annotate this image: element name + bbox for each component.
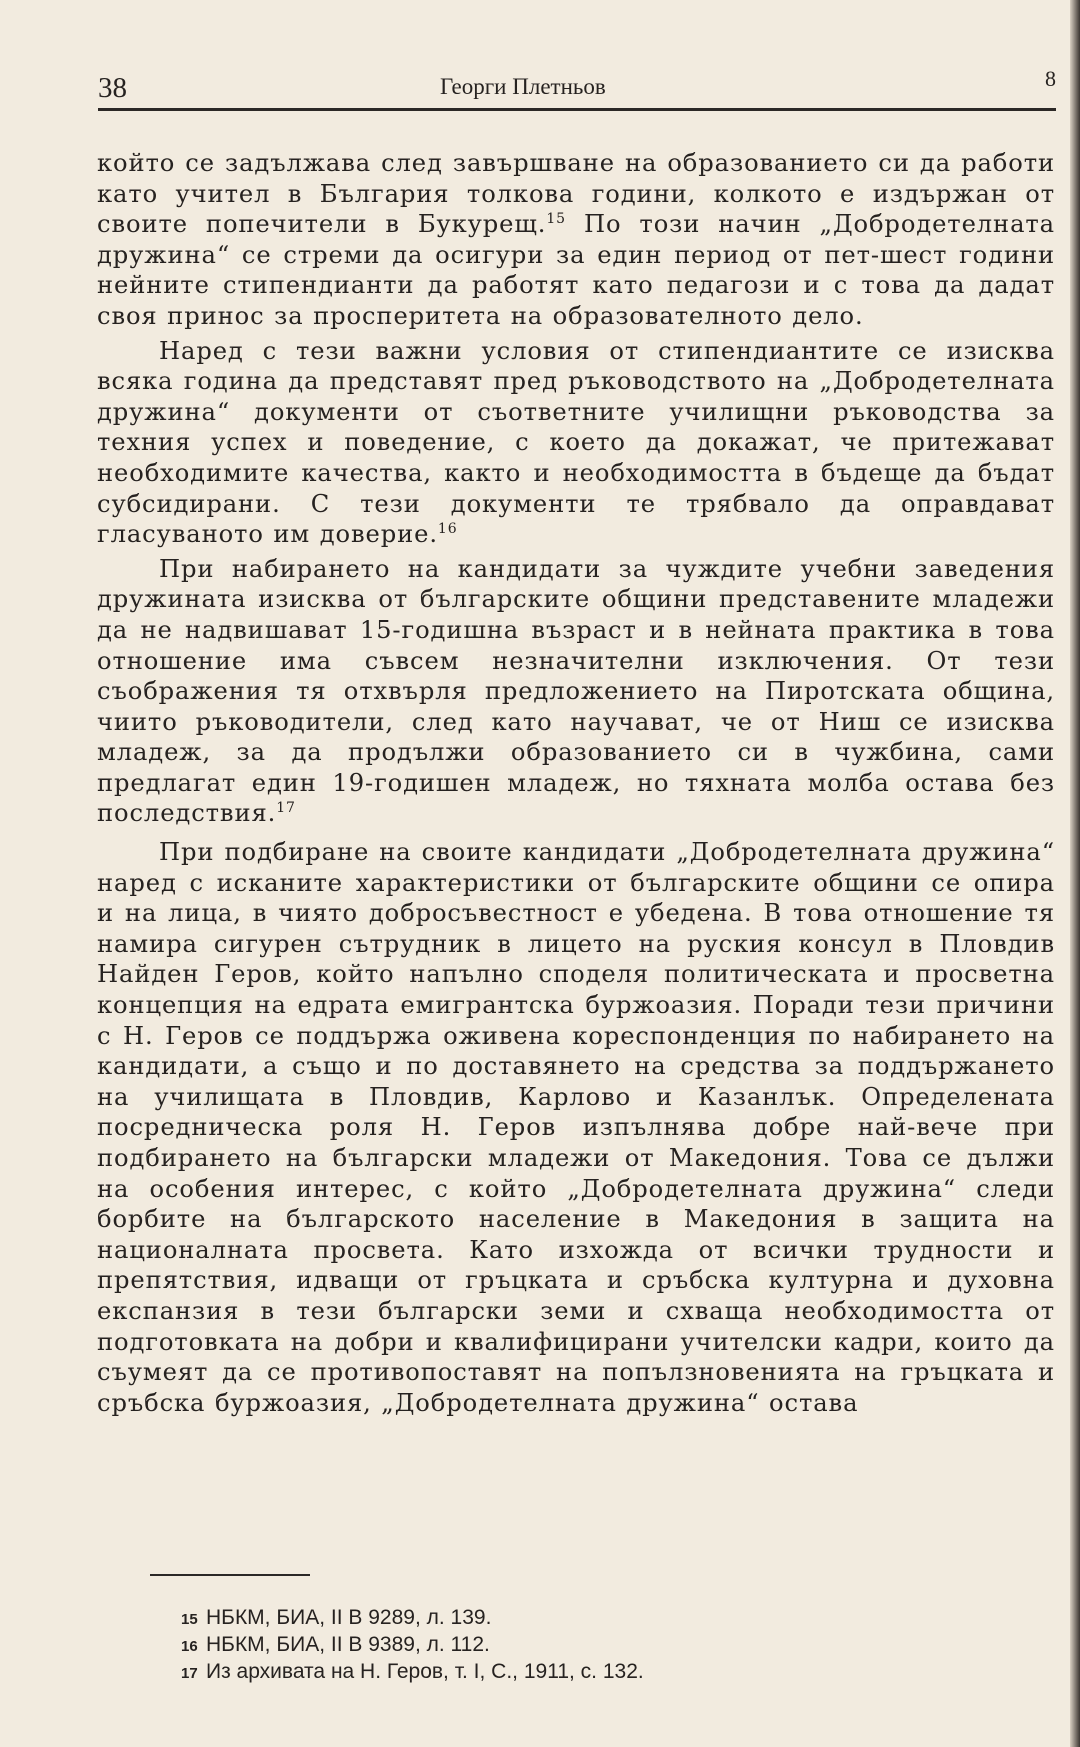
running-title: Георги Плетньов: [440, 74, 606, 99]
side-mark: 8: [1045, 66, 1056, 91]
footnote-text: Из архивата на Н. Геров, т. I, С., 1911, с. 132.: [206, 1660, 644, 1683]
paragraph-4: [97, 837, 1055, 1418]
footnote-16: [181, 1632, 881, 1659]
footnote-15: [181, 1605, 881, 1632]
page-edge-shadow: [1070, 0, 1080, 1747]
paragraph-2: [97, 336, 1055, 550]
paragraph-3: [97, 554, 1055, 829]
body-text: [97, 148, 1055, 1422]
footnote-ref-17: 17: [276, 800, 296, 817]
footnote-number: 16: [181, 1638, 198, 1655]
footnote-text: НБКМ, БИА, II В 9389, л. 112.: [206, 1633, 490, 1656]
footnote-rule: [150, 1574, 310, 1576]
paragraph-text: При набирането на кандидати за чуждите учебни заведения дружината изисква от българските общини представените младежи да не надвишават 15-годишна възраст и в нейната практика в това отношение има съвсем незначителни изключения. От тези съображения тя отхвърля предложението на Пиротската община, чиито ръководители, след като научават, че от Ниш се изисква младеж, за да продължи образованието си в чужбина, сами предлагат един 19-годишен младеж, но тяхната молба остава без последствия.: [97, 554, 1055, 828]
footnote-number: 15: [181, 1611, 198, 1628]
footnote-ref-16: 16: [437, 521, 458, 538]
paragraph-1: [97, 148, 1055, 332]
footnote-text: НБКМ, БИА, II В 9289, л. 139.: [206, 1606, 492, 1629]
paragraph-text: При подбиране на своите кандидати „Добродетелната дружина“ наред с исканите характеристики от българските общини се опира и на лица, в чиято добросъвестност е убедена. В това отношение тя намира сигурен сътрудник в лицето на руския консул в Пловдив Найден Геров, който напълно споделя политическата и просветна концепция на едрата емигрантска буржоазия. Поради тези причини с Н. Геров се поддържа оживена кореспонденция по набирането на кандидати, а също и по доставянето на средства за поддържането на училищата в Пловдив, Карлово и Казанлък. Определената посредническа роля Н. Геров изпълнява добре най-вече при подбирането на български младежи от Македония. Това се дължи на особения интерес, с който „Добродетелната дружина“ следи борбите на българското население в Македония в защита на националната просвета. Като изхожда от всички трудности и препятствия, идващи от гръцката и сръбска културна и духовна експанзия в тези български земи и схваща необходимостта от подготовката на добри и квалифицирани учителски кадри, които да съумеят да се противопоставят на попълзновенията на гръцката и сръбска буржоазия, „Добродетелната дружина“ остава: [97, 838, 1055, 1417]
footnote-number: 17: [181, 1665, 198, 1682]
page-number: 38: [98, 72, 127, 104]
page-header: [98, 66, 1056, 106]
paragraph-text: Наред с тези важни условия от стипендиантите се изисква всяка година да представят пред ръководството на „Добродетелната дружина“ документи от съответните училищни ръководства за техния успех и поведение, с което да докажат, че притежават необходимите качества, както и необходимостта в бъдеще да бъдат субсидирани. С тези документи те трябвало да оправдават гласуваното им доверие.: [97, 336, 1055, 549]
header-rule: [98, 108, 1056, 111]
paragraph-text-continued: По този начин „Добродетелната дружина“ се стреми да осигури за един период от пет-шест години нейните стипендианти да работят като педагози и с това да дадат своя принос за просперитета на образователното дело.: [97, 210, 1055, 330]
paragraph-text: който се задължава след завършване на образованието си да работи като учител в България толкова години, колкото е издържан от своите попечители в Букурещ.: [97, 149, 1055, 239]
footnote-17: [181, 1659, 881, 1686]
footnotes: [181, 1605, 881, 1686]
footnote-ref-15: 15: [546, 211, 566, 228]
